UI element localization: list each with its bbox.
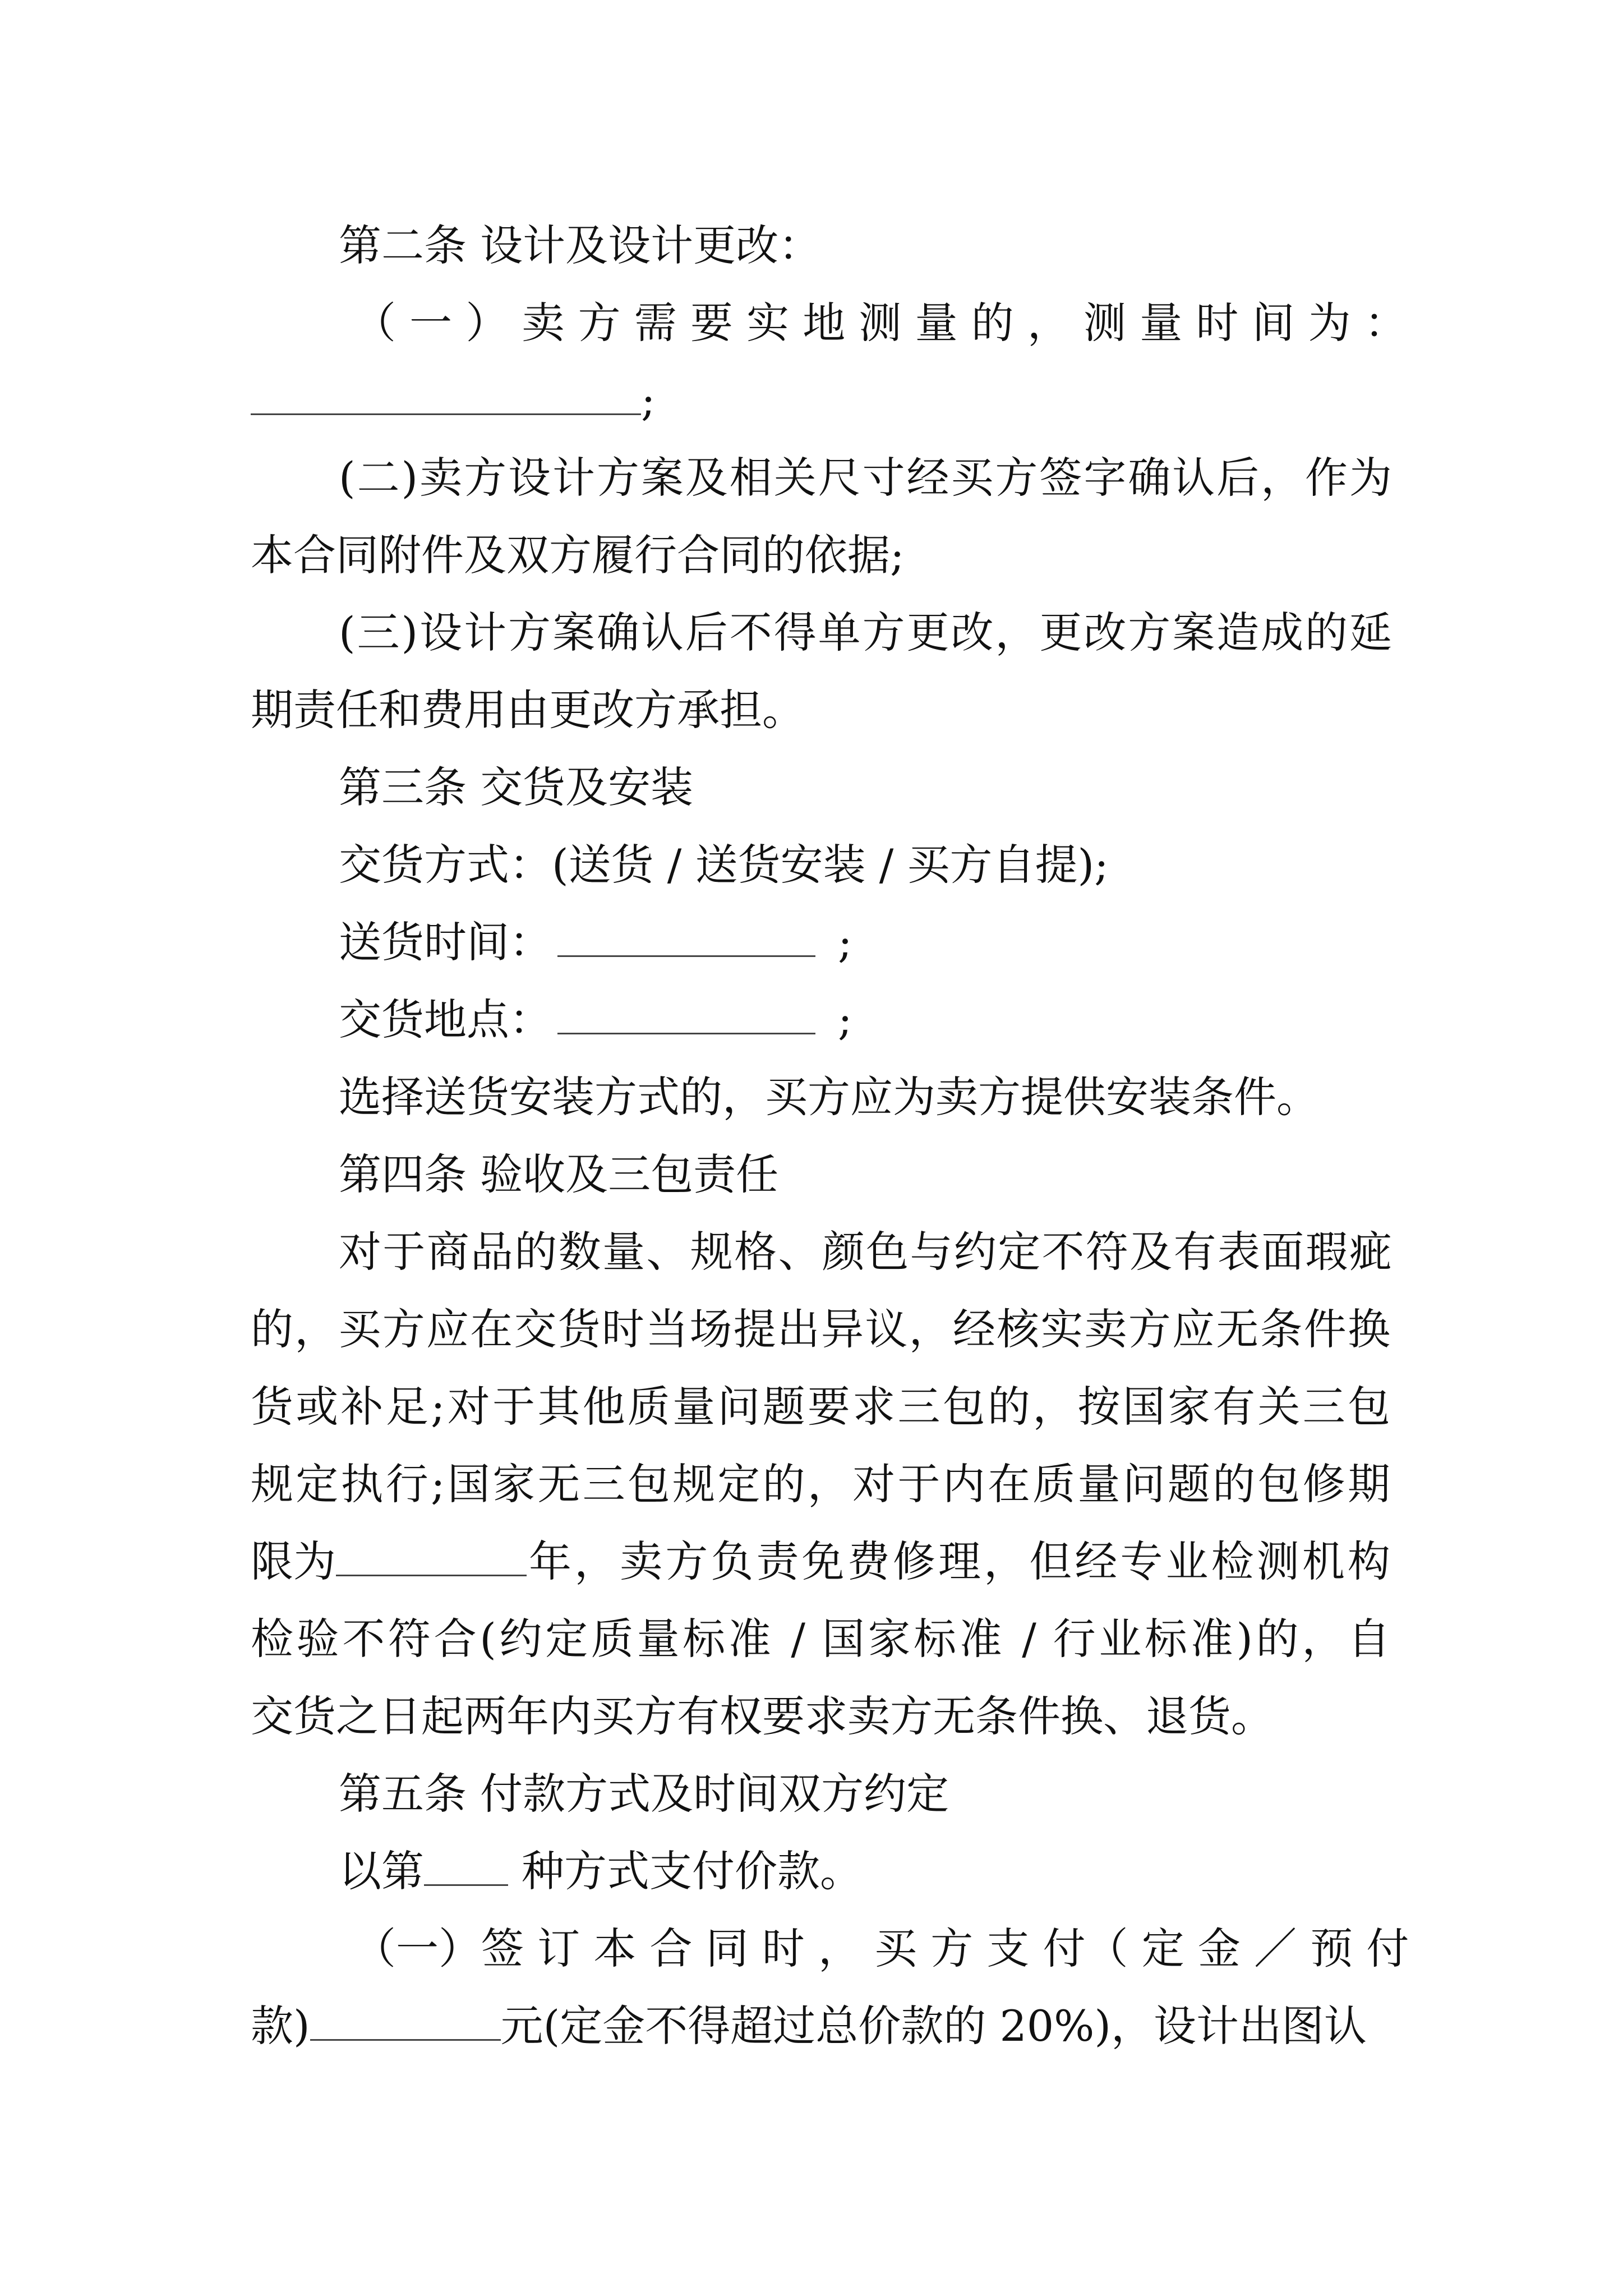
- article-2-item-1: （ 一 ） 卖 方 需 要 实 地 测 量 的 ， 测 量 时 间 为 ：: [353, 298, 1407, 348]
- delivery-place-label: 交货地点：: [339, 995, 552, 1045]
- deposit-amount-blank[interactable]: [310, 2005, 501, 2041]
- article-4-line-3: 货或补足;对于其他质量问题要求三包的，按国家有关三包: [251, 1382, 1390, 1432]
- article-5-heading: 第五条 付款方式及时间双方约定: [339, 1769, 949, 1819]
- article-4-line-2: 的，买方应在交货时当场提出异议，经核实卖方应无条件换: [251, 1304, 1390, 1354]
- delivery-time-blank[interactable]: [557, 922, 815, 957]
- article-2-heading: 第二条 设计及设计更改：: [339, 220, 822, 270]
- warranty-years-blank[interactable]: [336, 1541, 527, 1576]
- article-5-item-1: （一）签 订 本 合 同 时 ， 买 方 支 付（ 定 金 ／ 预 付: [353, 1924, 1409, 1973]
- article-2-item-2: (二)卖方设计方案及相关尺寸经买方签字确认后，作为: [339, 453, 1392, 503]
- delivery-place-row: 交货地点： ;: [339, 995, 852, 1045]
- article-4-heading: 第四条 验收及三包责任: [339, 1149, 779, 1199]
- article-4-line-7: 交货之日起两年内买方有权要求卖方无条件换、退货。: [251, 1691, 1274, 1741]
- install-note: 选择送货安装方式的，买方应为卖方提供安装条件。: [339, 1072, 1319, 1122]
- delivery-time-row: 送货时间： ;: [339, 917, 852, 967]
- article-4-line-1: 对于商品的数量、规格、颜色与约定不符及有表面瑕疵: [339, 1227, 1392, 1277]
- article-4-line-5: 限为 年，卖方负责免费修理，但经专业检测机构: [251, 1536, 1390, 1586]
- article-2-item-2-cont: 本合同附件及双方履行合同的依据;: [251, 530, 905, 580]
- article-4-line-4: 规定执行;国家无三包规定的，对于内在质量问题的包修期: [251, 1459, 1390, 1509]
- article-2-item-3: (三)设计方案确认后不得单方更改，更改方案造成的延: [339, 608, 1392, 657]
- article-5-item-1-cont: 款) 元(定金不得超过总价款的 20%)，设计出图认: [251, 2001, 1367, 2051]
- article-4-line-6: 检验不符合(约定质量标准 / 国家标准 / 行业标准)的，自: [251, 1614, 1390, 1664]
- article-2-item-1-cont: ;: [251, 379, 656, 422]
- article-3-heading: 第三条 交货及安装: [339, 762, 694, 812]
- payment-method-row: 以第 种方式支付价款。: [339, 1846, 863, 1896]
- delivery-method: 交货方式：(送货 / 送货安装 / 买方自提);: [339, 840, 1109, 890]
- article-2-item-3-cont: 期责任和费用由更改方承担。: [251, 685, 805, 735]
- delivery-place-blank[interactable]: [557, 999, 815, 1034]
- payment-method-blank[interactable]: [424, 1851, 508, 1886]
- measure-time-blank[interactable]: [251, 380, 641, 415]
- delivery-time-label: 送货时间：: [339, 917, 552, 967]
